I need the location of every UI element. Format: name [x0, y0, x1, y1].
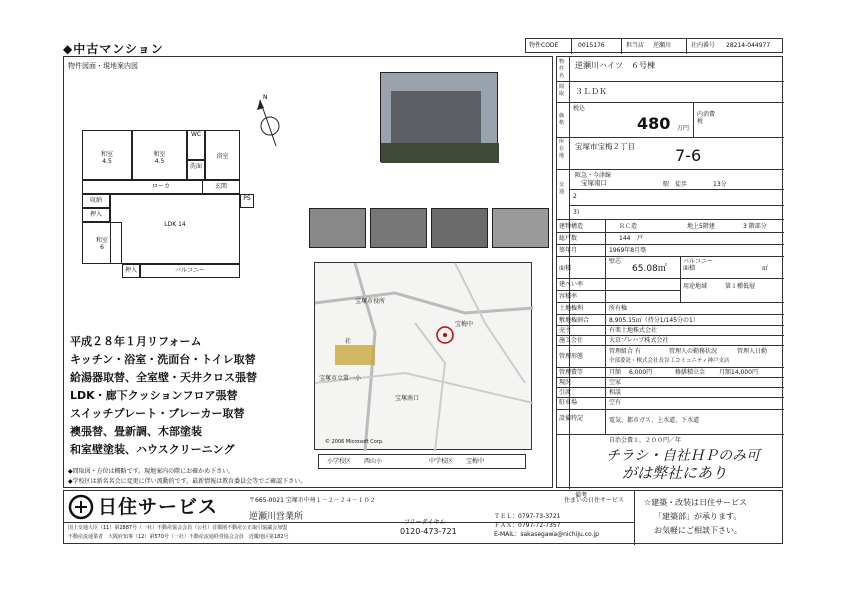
traffic-label: 交通 [559, 182, 565, 195]
room-washroom: 洗面 [187, 160, 205, 180]
facilities-label: 設備特記 [559, 415, 584, 422]
units-value: 144 [619, 235, 631, 242]
area-value: 65.08㎡ [632, 264, 667, 274]
map-copyright: © 2006 Microsoft Corp. [325, 439, 384, 445]
management-fee-value: 6,000円 [629, 369, 653, 376]
floors-value: 地上5階建 [687, 223, 715, 230]
freedial-number: 0120-473-721 [400, 527, 457, 536]
traffic-1-walk: 駅 徒歩 [663, 181, 688, 188]
interior-photo-washroom [431, 208, 488, 248]
property-table [556, 56, 783, 499]
middle-value: 宝梅中 [466, 458, 485, 465]
property-name: 逆瀬川ハイツ ６号棟 [575, 61, 655, 70]
renovation-line-1: 平成２８年１月リフォーム [70, 335, 202, 348]
room-closet-1: 押入 [82, 208, 110, 222]
builder-value: 大京プレハブ株式会社 [609, 337, 669, 344]
management-days: 管理人日勤 [737, 348, 768, 355]
management-fee-label: 管理費等 [559, 369, 584, 376]
footer-tagline: 住まいの日住サービス [564, 497, 625, 504]
room-washitsu-1: 和室 4.5 [82, 130, 132, 180]
traffic-1-min: 13分 [713, 181, 727, 188]
area-type: 壁芯 [609, 258, 622, 265]
renovation-line-7: 和室壁塗装、ハウスクリーニング [70, 443, 235, 456]
zoning-value: 第１種低層 [725, 283, 756, 290]
room-washitsu-3: 和室 6 [82, 222, 122, 264]
facilities-value: 電気、都市ガス、上水道、下水道 [609, 417, 700, 424]
current-value: 空家 [609, 379, 622, 386]
address-value: 宝塚市宝梅２丁目 [575, 142, 635, 151]
area-label: 面積 [559, 265, 572, 272]
map-label-5: 宝塚南口 [395, 395, 420, 402]
staff-value: 逆瀬川 [653, 42, 672, 49]
room-hallway: ローカ [82, 180, 240, 194]
price-value: 480 [637, 114, 671, 133]
compass-icon [248, 96, 288, 148]
balcony-label: バルコニー面積 [683, 258, 714, 272]
land-rights-label: 土地権利 [559, 305, 584, 312]
renovation-line-4: LDK・廊下クッションフロア張替 [70, 389, 238, 402]
built-label: 築年月 [559, 247, 578, 254]
parking-label: 駐車場 [559, 399, 578, 406]
price-tax: 税込 [573, 105, 586, 112]
footer [63, 490, 783, 544]
room-ps: PS [240, 194, 254, 208]
floor-of-value: 3 階部分 [743, 223, 767, 230]
school-district-box [318, 454, 526, 469]
stamp-line-3: お気軽にご相談下さい。 [654, 526, 742, 535]
repair-fund-label: 修繕積立金 [675, 369, 706, 376]
code-value: 0015176 [578, 42, 605, 49]
company-address: 〒665-0021 宝塚市中州１－２－２４－１０２ [249, 497, 376, 504]
remarks-note: 自治会費１，２００円／年 [609, 437, 682, 444]
seller-value: 有楽土地株式会社 [609, 327, 658, 334]
interior-photo-toilet [492, 208, 549, 248]
renovation-line-3: 給湯器取替、全室壁・天井クロス張替 [70, 371, 257, 384]
map-label-1: 宝塚市役所 [355, 298, 386, 305]
room-entrance: 玄関 [202, 180, 240, 194]
current-label: 現況 [559, 379, 572, 386]
handwritten-note-2: がは弊社にあり [622, 464, 728, 482]
price-label: 価格 [559, 113, 565, 126]
category-heading: ◆中古マンション [63, 42, 164, 56]
staff-label: 担当店 [626, 42, 645, 49]
license-2: 不動産流通業者 大阪府知事（12）第570号（一社）不動産流通経営協会会員 近畿地区第182号 [68, 534, 289, 540]
structure-value: ＲＣ造 [619, 223, 638, 230]
units-label: 総戸数 [559, 235, 578, 242]
room-bath: 浴室 [205, 130, 240, 180]
traffic-3: 3) [573, 209, 580, 216]
map-label-2: 宝梅中 [455, 321, 474, 328]
renovation-line-2: キッチン・浴室・洗面台・トイレ取替 [70, 353, 256, 366]
parking-value: 空有 [609, 399, 622, 406]
room-washitsu-2: 和室 4.5 [132, 130, 187, 180]
delivery-value: 相談 [609, 389, 622, 396]
remarks-label: 備考 [575, 492, 588, 499]
map-label-4: 宝塚市立第一小 [319, 375, 362, 382]
building-exterior-photo [380, 72, 498, 162]
management-type-label: 管理形態 [559, 353, 584, 360]
map-label-3: 社 [345, 338, 352, 345]
company-name: 日住サービス [98, 496, 219, 518]
freedial-label: フリーダイヤル [404, 519, 446, 526]
branch-name: 逆瀬川営業所 [249, 512, 304, 522]
stamp-line-2: 「建築部」が承ります。 [654, 512, 742, 521]
price-unit: 万円 [677, 125, 690, 132]
room-wc: WC [187, 130, 205, 160]
site-rights-value: 8,905.15㎡（持分1/145分の1） [609, 317, 699, 324]
traffic-1-station: 宝塚南口 [581, 179, 607, 187]
room-storage: 収納 [82, 194, 110, 208]
layout-label: 間取 [559, 84, 565, 97]
interior-photo-bath [370, 208, 427, 248]
logo-mark-icon [68, 495, 94, 519]
location-map [314, 262, 532, 450]
middle-label: 中学校区 [429, 458, 454, 465]
note-1: ◆間取図・方位は概略です。現地案内の際にお確かめ下さい。 [68, 468, 235, 475]
builder-label: 施工会社 [559, 337, 584, 344]
floor-ratio-label: 容積率 [559, 293, 578, 300]
site-rights-label: 敷地権割合 [559, 317, 590, 324]
license-1: 国土交通大臣（11）第2887号（一社）不動産協会会員（公社）首都圏不動産公正取引協議会加盟 [68, 525, 288, 531]
svg-text:N: N [263, 94, 268, 101]
footer-tel: ＴＥＬ：0797-73-3721 [494, 513, 561, 520]
header-code-table [525, 38, 783, 53]
land-rights-value: 所有権 [609, 305, 628, 312]
seller-label: 売主 [559, 327, 572, 334]
layout-value: ３ＬＤＫ [575, 87, 607, 96]
units-unit: 戸 [637, 235, 644, 242]
management-note: 管理人の勤務状況 [669, 348, 718, 355]
floorplan [82, 130, 268, 280]
renovation-line-6: 襖張替、畳新調、木部塗装 [70, 425, 202, 438]
handwritten-note-1: チラシ・自社ＨＰのみ可 [606, 448, 760, 464]
stamp-line-1: ☆建築・改装は日住サービス [644, 498, 748, 507]
address-label: 所在地 [559, 139, 565, 159]
note-2: ◆学校区は新名名会に変更に伴い流動的です。最新情報は教育委員会等でご確認下さい。 [68, 478, 307, 485]
balcony-unit: ㎡ [762, 265, 769, 272]
management-fee-period: 月額 [609, 369, 622, 376]
zoning-label: 用途地域 [683, 283, 708, 290]
footer-email: E-MAIL：sakasegawa@nichiju.co.jp [494, 531, 599, 538]
room-balcony: バルコニー [140, 264, 240, 278]
traffic-1-line: 阪急・今津線 [575, 172, 612, 179]
interior-photo-kitchen [309, 208, 366, 248]
elementary-value: 西山小 [364, 458, 383, 465]
internal-value: 28214-044977 [726, 42, 771, 49]
structure-label: 建物構造 [559, 223, 584, 230]
management-company: 全部委託・株式会社長谷工コミュニティ神戸支店 [609, 358, 730, 364]
repair-fund-value: 月額14,000円 [719, 369, 758, 376]
room-ldk: LDK 14 [110, 194, 240, 264]
company-logo [68, 495, 233, 519]
footer-fax: ＦＡＸ：0797-72-7357 [494, 522, 561, 529]
tax-label: 内消費税 [697, 111, 716, 125]
delivery-label: 引渡 [559, 389, 572, 396]
internal-label: 社内番号 [691, 42, 716, 49]
address-number: 7-6 [675, 146, 702, 165]
management-type-value: 管理組合 有 [609, 348, 641, 355]
name-label: 物件名 [559, 59, 565, 79]
map-section-title: 物件図面・現地案内図 [68, 62, 138, 70]
building-coverage-label: 建ぺい率 [559, 281, 584, 288]
elementary-label: 小学校区 [327, 458, 352, 465]
built-value: 1969年8月築 [609, 247, 647, 254]
room-closet-2: 押入 [122, 264, 140, 278]
renovation-line-5: スイッチプレート・ブレーカー取替 [70, 407, 245, 420]
code-label: 物件CODE [529, 42, 559, 49]
traffic-2: 2 [573, 193, 577, 200]
